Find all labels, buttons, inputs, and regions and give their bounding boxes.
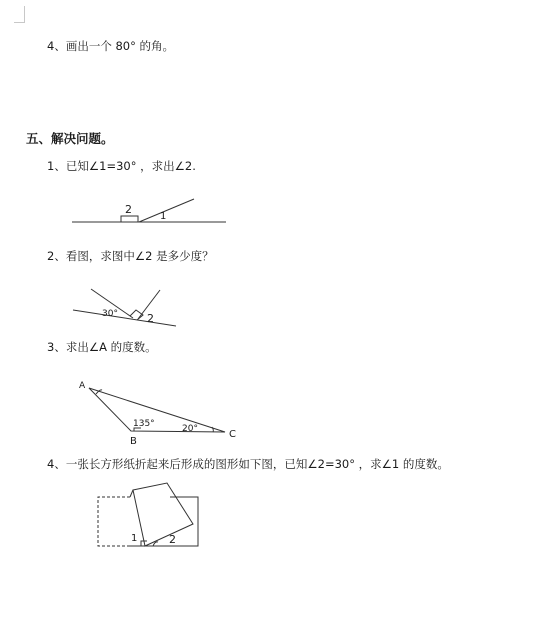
angle-135-label: 135° bbox=[133, 419, 155, 429]
section-title: 五、解决问题。 bbox=[26, 131, 114, 146]
question-4-draw-angle: 4、画出一个 80° 的角。 bbox=[47, 39, 175, 53]
vertex-b-label: B bbox=[130, 436, 137, 447]
angle-30-label: 30° bbox=[102, 309, 118, 319]
folded-flap bbox=[133, 483, 193, 546]
problem-3-text: 3、求出∠A 的度数。 bbox=[47, 340, 157, 354]
vertex-a-label: A bbox=[79, 381, 86, 391]
angle-2-label: 2 bbox=[147, 312, 154, 325]
angle-2-label: 2 bbox=[125, 203, 132, 216]
angle-1-label: 1 bbox=[160, 211, 167, 222]
problem-2-text: 2、看图，求图中∠2 是多少度？ bbox=[47, 249, 214, 263]
fold-edge bbox=[130, 490, 133, 497]
vertex-c-label: C bbox=[229, 429, 236, 440]
original-position-dashed bbox=[98, 497, 130, 546]
angle-20-label: 20° bbox=[182, 424, 198, 434]
angle-1-label: 1 bbox=[131, 533, 138, 544]
problem-4-text: 4、一张长方形纸折起来后形成的图形如下图，已知∠2=30° ，求∠1 的度数。 bbox=[47, 457, 449, 471]
angle-2-label: 2 bbox=[169, 533, 176, 546]
problem-1-text: 1、已知∠1=30° ，求出∠2. bbox=[47, 159, 196, 173]
